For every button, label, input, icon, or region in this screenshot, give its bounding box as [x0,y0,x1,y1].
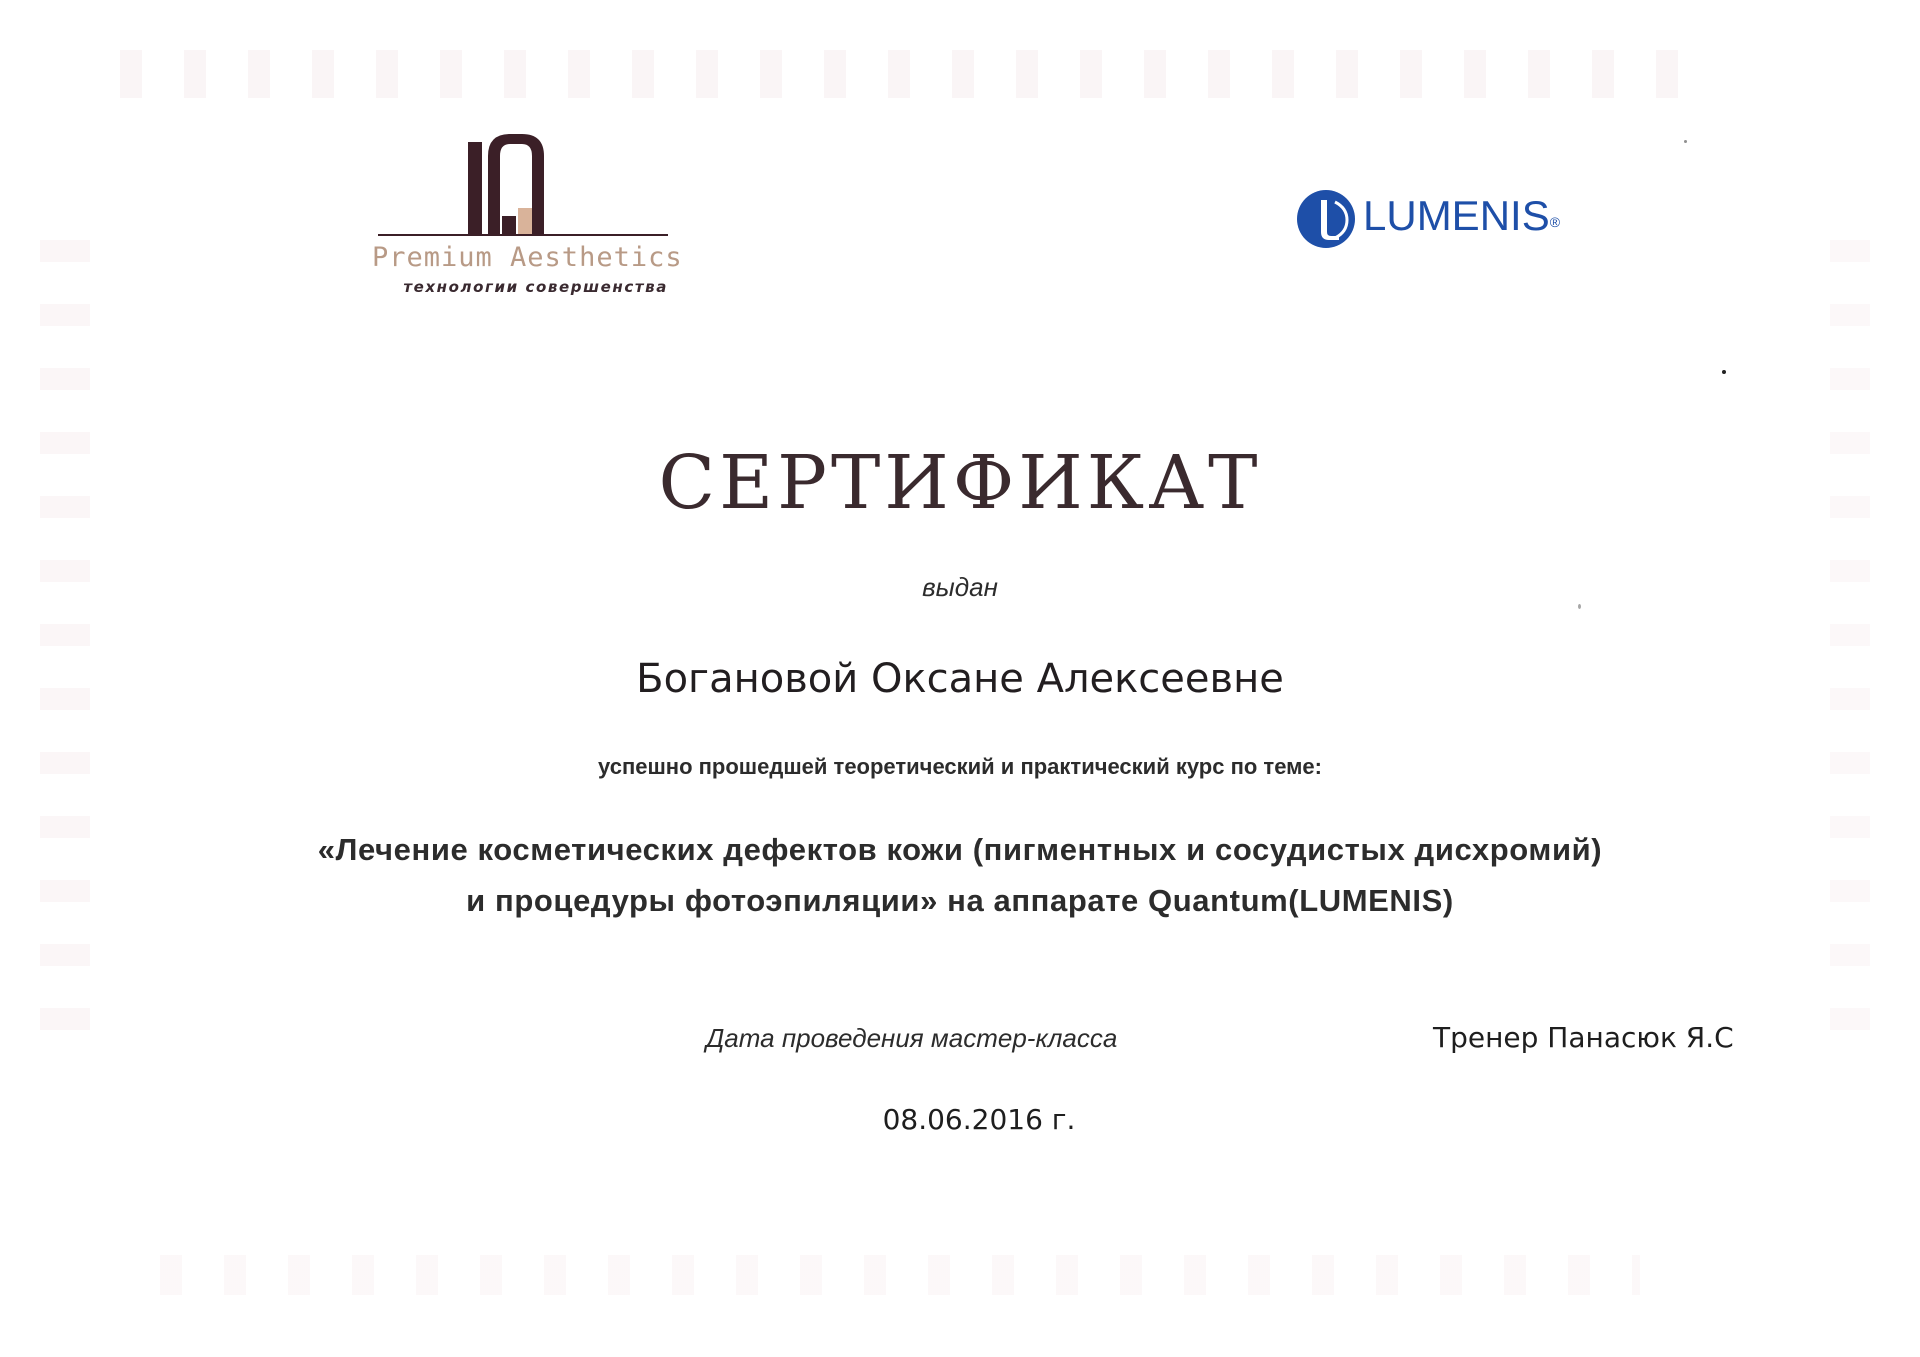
trainer-name: Тренер Панасюк Я.С [1433,1021,1734,1054]
premium-aesthetics-logo [372,130,683,300]
scan-speck [1578,604,1581,609]
lumenis-wordmark [1363,192,1560,240]
lumenis-logo [1295,188,1625,248]
course-title-line-1: «Лечение косметических дефектов кожи (пигментных и сосудистых дисхромий) [317,832,1603,867]
premium-aesthetics-mark-icon [372,130,668,240]
date-value: 08.06.2016 г. [882,1103,1076,1136]
date-value-row [0,1103,1920,1136]
premium-aesthetics-name: Premium Aesthetics [372,242,683,273]
recipient-name: Богановой Оксане Алексеевне [636,656,1284,702]
lumenis-name: LUMENIS [1363,192,1550,239]
certificate-title: СЕРТИФИКАТ [658,440,1262,526]
lumenis-circle-icon [1295,188,1357,250]
issued-label: выдан [922,572,998,602]
decorative-border-bottom [160,1255,1640,1295]
scan-speck [1684,140,1687,143]
decorative-border-top [120,50,1720,98]
scan-speck [1722,370,1726,374]
course-title-line-2: и процедуры фотоэпиляции» на аппарате Quantum(LUMENIS) [466,883,1454,918]
premium-aesthetics-tagline: технологии совершенства [403,278,668,296]
lumenis-registered-mark: ® [1549,214,1561,230]
course-intro: успешно прошедшей теоретический и практический курс по теме: [598,754,1322,779]
date-label: Дата проведения мастер-класса [706,1023,1118,1053]
